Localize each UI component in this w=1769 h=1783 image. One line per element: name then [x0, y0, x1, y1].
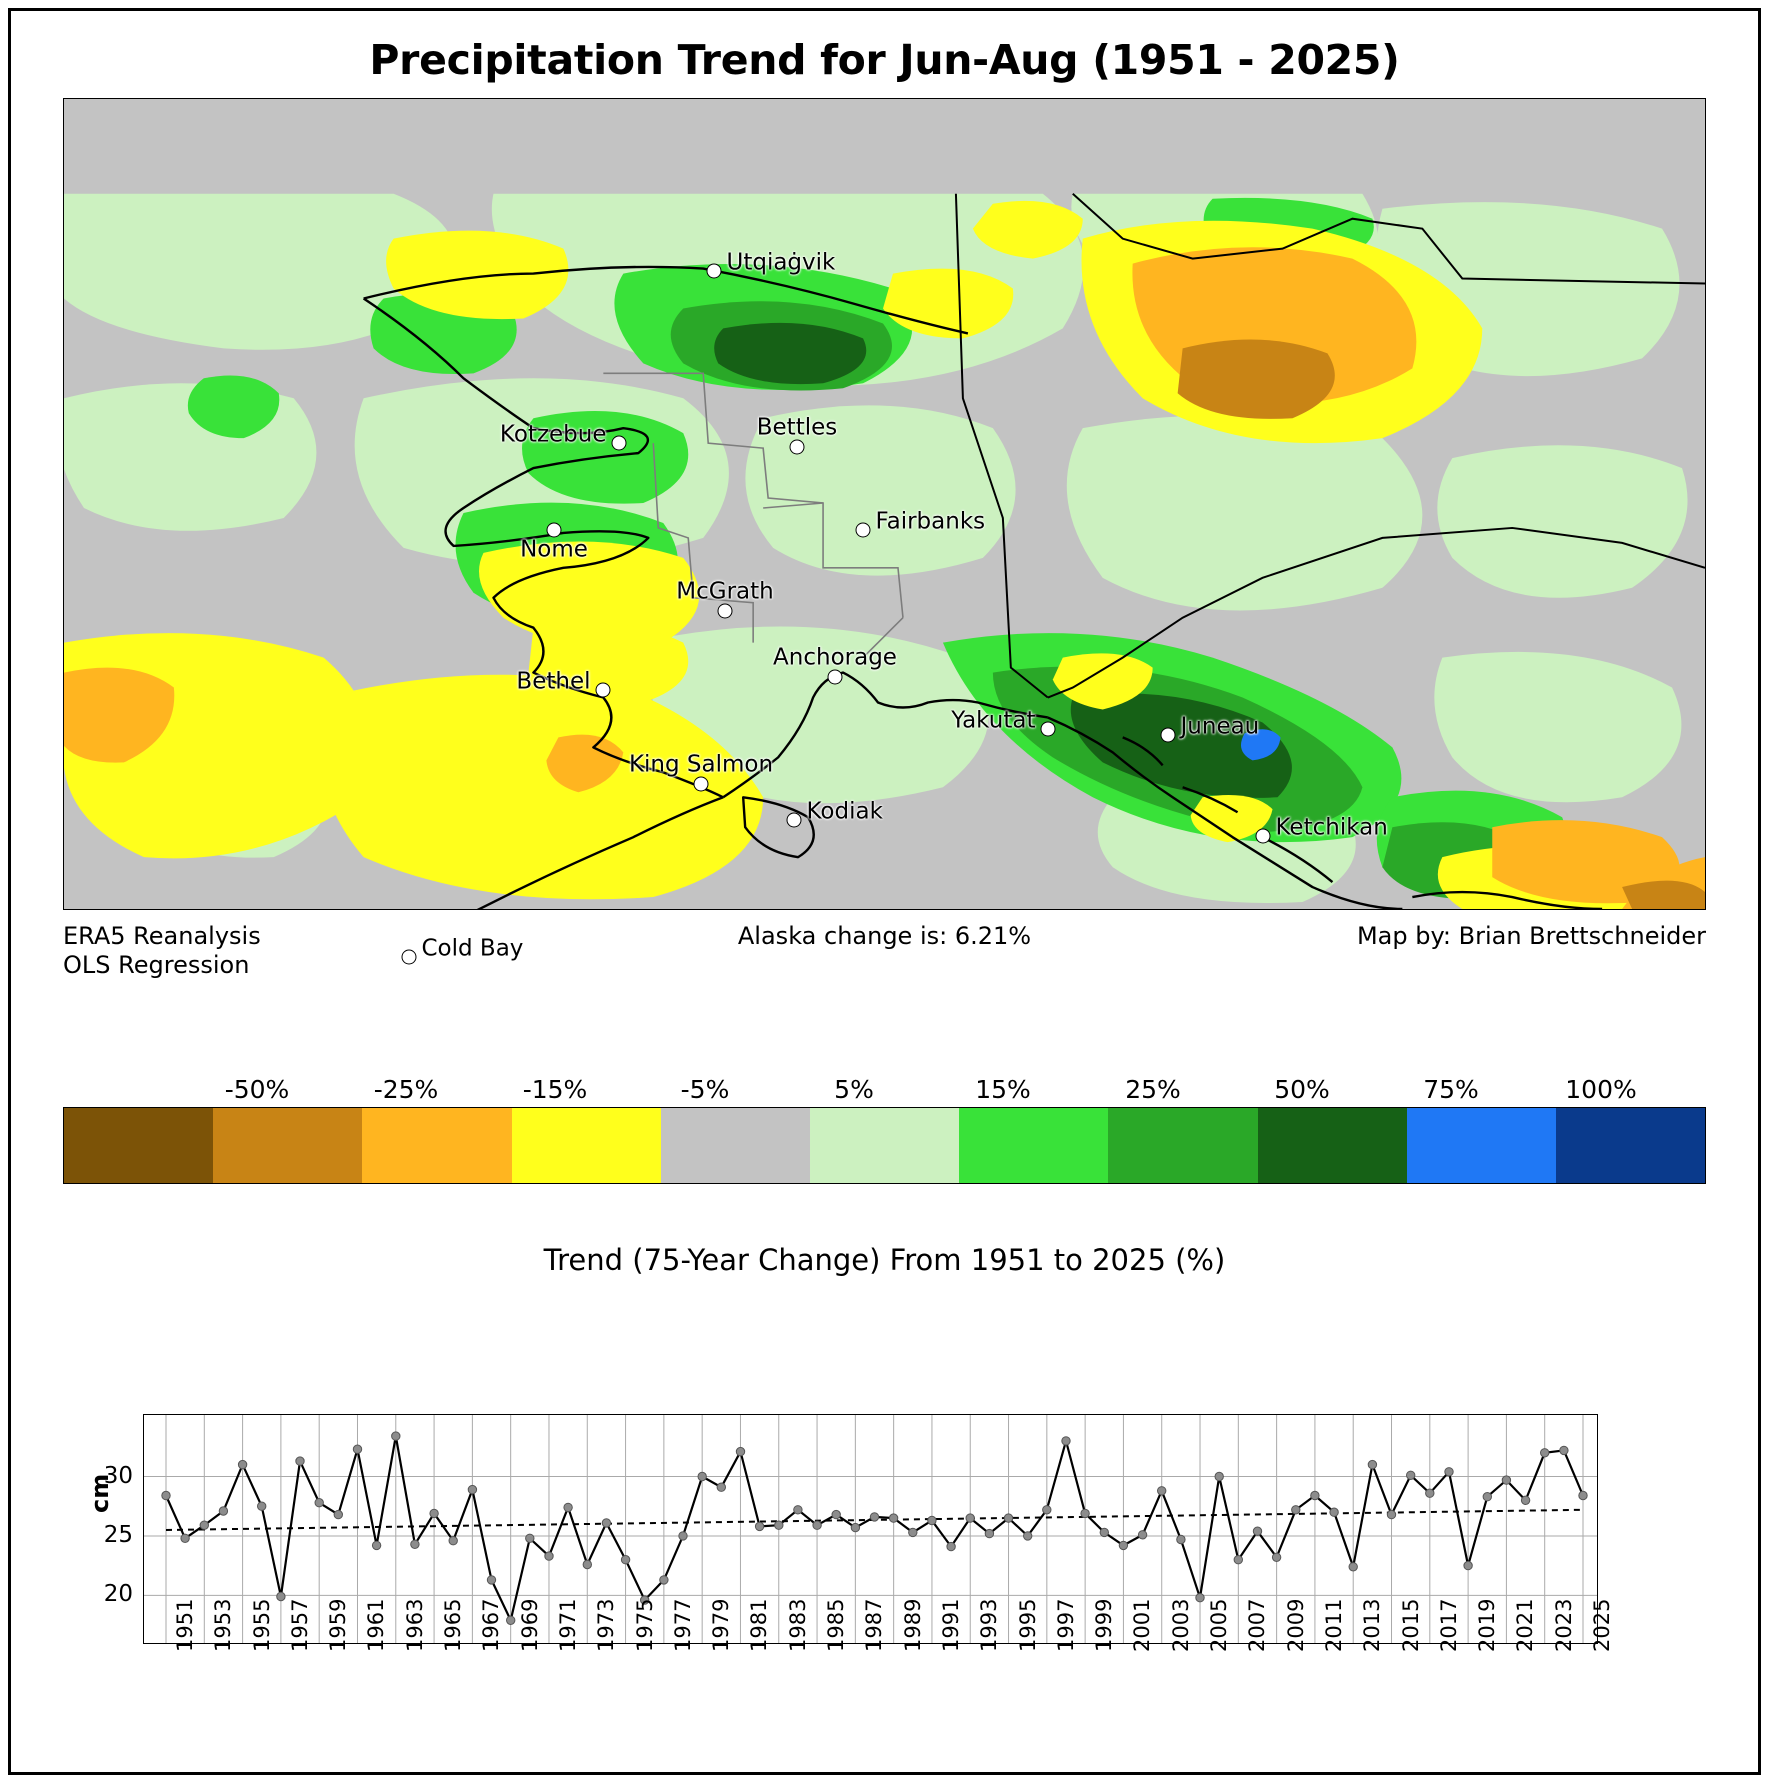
- map-credit-caption: Map by: Brian Brettschneider: [1356, 922, 1706, 950]
- x-tick-label: 1959: [326, 1598, 351, 1652]
- x-tick-label: 1991: [938, 1598, 963, 1652]
- colorbar-swatch-3: [512, 1108, 661, 1183]
- x-tick-label: 2011: [1321, 1598, 1346, 1652]
- colorbar-swatch-10: [1556, 1108, 1705, 1183]
- city-label: Bettles: [756, 414, 838, 441]
- x-tick-label: 1961: [364, 1598, 389, 1652]
- city-dot: [547, 523, 562, 538]
- city-label: Ketchikan: [1275, 814, 1388, 841]
- city-dot: [718, 604, 733, 619]
- x-tick-label: 2021: [1513, 1598, 1538, 1652]
- x-tick-label: 1981: [747, 1598, 772, 1652]
- colorbar-label: Trend (75-Year Change) From 1951 to 2025 (%): [543, 1243, 1226, 1277]
- colorbar: [63, 1107, 1706, 1184]
- x-tick-label: 1973: [594, 1598, 619, 1652]
- city-marker[interactable]: [1161, 713, 1260, 743]
- colorbar-swatch-1: [213, 1108, 362, 1183]
- y-tick-label: 20: [103, 1581, 133, 1608]
- x-tick-label: 1951: [173, 1598, 197, 1652]
- x-tick-label: 1995: [1015, 1598, 1040, 1652]
- city-label: Kodiak: [806, 798, 883, 825]
- city-label: Bethel: [516, 668, 591, 695]
- x-tick-label: 2023: [1551, 1598, 1576, 1652]
- city-marker[interactable]: [516, 668, 611, 698]
- city-label: Nome: [520, 536, 588, 563]
- x-tick-label: 2025: [1590, 1598, 1614, 1652]
- colorbar-tick: 50%: [1274, 1075, 1330, 1104]
- x-tick-label: 1997: [1053, 1598, 1078, 1652]
- city-dot: [1161, 728, 1176, 743]
- city-dot: [1041, 722, 1056, 737]
- x-tick-label: 1989: [900, 1598, 925, 1652]
- colorbar-tick: -25%: [373, 1075, 439, 1104]
- y-tick-label: 25: [103, 1521, 133, 1548]
- x-tick-label: 1979: [709, 1598, 734, 1652]
- colorbar-swatch-5: [810, 1108, 959, 1183]
- city-label: Utqiaġvik: [726, 249, 836, 276]
- city-marker[interactable]: [628, 751, 774, 792]
- colorbar-tick: 15%: [975, 1075, 1031, 1104]
- city-dot: [856, 523, 871, 538]
- city-dot: [694, 777, 709, 792]
- city-dot: [1256, 829, 1271, 844]
- colorbar-swatch-9: [1407, 1108, 1556, 1183]
- x-tick-label: 1965: [441, 1598, 466, 1652]
- city-marker[interactable]: [856, 508, 986, 538]
- y-tick-label: 30: [103, 1462, 133, 1489]
- city-dot: [596, 683, 611, 698]
- city-label: Anchorage: [773, 644, 897, 671]
- colorbar-tick: 100%: [1565, 1075, 1637, 1104]
- city-marker[interactable]: [499, 421, 627, 451]
- city-dot: [828, 670, 843, 685]
- colorbar-tick-labels: [63, 1075, 1706, 1107]
- city-label: Kotzebue: [499, 421, 607, 448]
- x-tick-label: 2005: [1207, 1598, 1232, 1652]
- city-marker[interactable]: [1256, 814, 1388, 844]
- colorbar-swatch-6: [959, 1108, 1108, 1183]
- x-tick-label: 1967: [479, 1598, 504, 1652]
- x-tick-label: 1975: [632, 1598, 657, 1652]
- colorbar-swatch-7: [1108, 1108, 1257, 1183]
- city-label: King Salmon: [628, 751, 774, 778]
- x-tick-label: 2015: [1398, 1598, 1423, 1652]
- city-marker[interactable]: [676, 578, 774, 619]
- colorbar-tick: -15%: [522, 1075, 588, 1104]
- page-title: Precipitation Trend for Jun-Aug (1951 - 2025): [369, 36, 1400, 84]
- x-tick-label: 2003: [1168, 1598, 1193, 1652]
- colorbar-tick: 25%: [1125, 1075, 1181, 1104]
- city-dot: [790, 440, 805, 455]
- city-marker[interactable]: [520, 523, 588, 563]
- x-tick-label: 1985: [824, 1598, 849, 1652]
- city-label: Juneau: [1180, 713, 1260, 740]
- city-label: McGrath: [676, 578, 774, 605]
- x-tick-label: 1953: [211, 1598, 236, 1652]
- x-tick-label: 2013: [1360, 1598, 1385, 1652]
- source-line-2: OLS Regression: [63, 951, 250, 980]
- city-marker[interactable]: [951, 707, 1056, 737]
- city-label: Cold Bay: [421, 935, 524, 962]
- city-marker[interactable]: [756, 414, 838, 455]
- x-tick-label: 1993: [977, 1598, 1002, 1652]
- source-line-1: ERA5 Reanalysis: [63, 922, 261, 950]
- city-dot: [402, 950, 417, 965]
- x-tick-label: 1955: [249, 1598, 274, 1652]
- city-label: Yakutat: [951, 707, 1036, 734]
- colorbar-tick: -5%: [680, 1075, 730, 1104]
- colorbar-tick: 75%: [1423, 1075, 1479, 1104]
- x-tick-label: 1987: [862, 1598, 887, 1652]
- precipitation-trend-map: [64, 99, 1705, 909]
- colorbar-swatch-8: [1258, 1108, 1407, 1183]
- colorbar-section: [63, 1075, 1706, 1184]
- x-tick-label: 2007: [1245, 1598, 1270, 1652]
- x-tick-label: 1983: [785, 1598, 810, 1652]
- x-tick-label: 1971: [555, 1598, 580, 1652]
- colorbar-tick: 5%: [834, 1075, 874, 1104]
- city-marker[interactable]: [787, 798, 883, 828]
- x-tick-label: 2009: [1283, 1598, 1308, 1652]
- x-tick-label: 2019: [1475, 1598, 1500, 1652]
- colorbar-swatch-0: [64, 1108, 213, 1183]
- colorbar-swatch-2: [362, 1108, 511, 1183]
- city-dot: [787, 813, 802, 828]
- y-axis-label: cm: [86, 1473, 114, 1513]
- city-marker[interactable]: [402, 935, 524, 965]
- x-tick-label: 1977: [670, 1598, 695, 1652]
- x-tick-label: 2017: [1436, 1598, 1461, 1652]
- x-tick-label: 1999: [1092, 1598, 1117, 1652]
- x-tick-label: 1957: [287, 1598, 312, 1652]
- colorbar-swatch-4: [661, 1108, 810, 1183]
- x-tick-label: 1963: [402, 1598, 427, 1652]
- city-marker[interactable]: [707, 249, 836, 279]
- x-tick-label: 1969: [517, 1598, 542, 1652]
- x-tick-label: 2001: [1130, 1598, 1155, 1652]
- city-dot: [707, 264, 722, 279]
- alaska-change-caption: Alaska change is: 6.21%: [737, 922, 1032, 950]
- city-marker[interactable]: [773, 644, 897, 685]
- city-dot: [612, 436, 627, 451]
- city-label: Fairbanks: [875, 508, 986, 535]
- colorbar-tick: -50%: [224, 1075, 290, 1104]
